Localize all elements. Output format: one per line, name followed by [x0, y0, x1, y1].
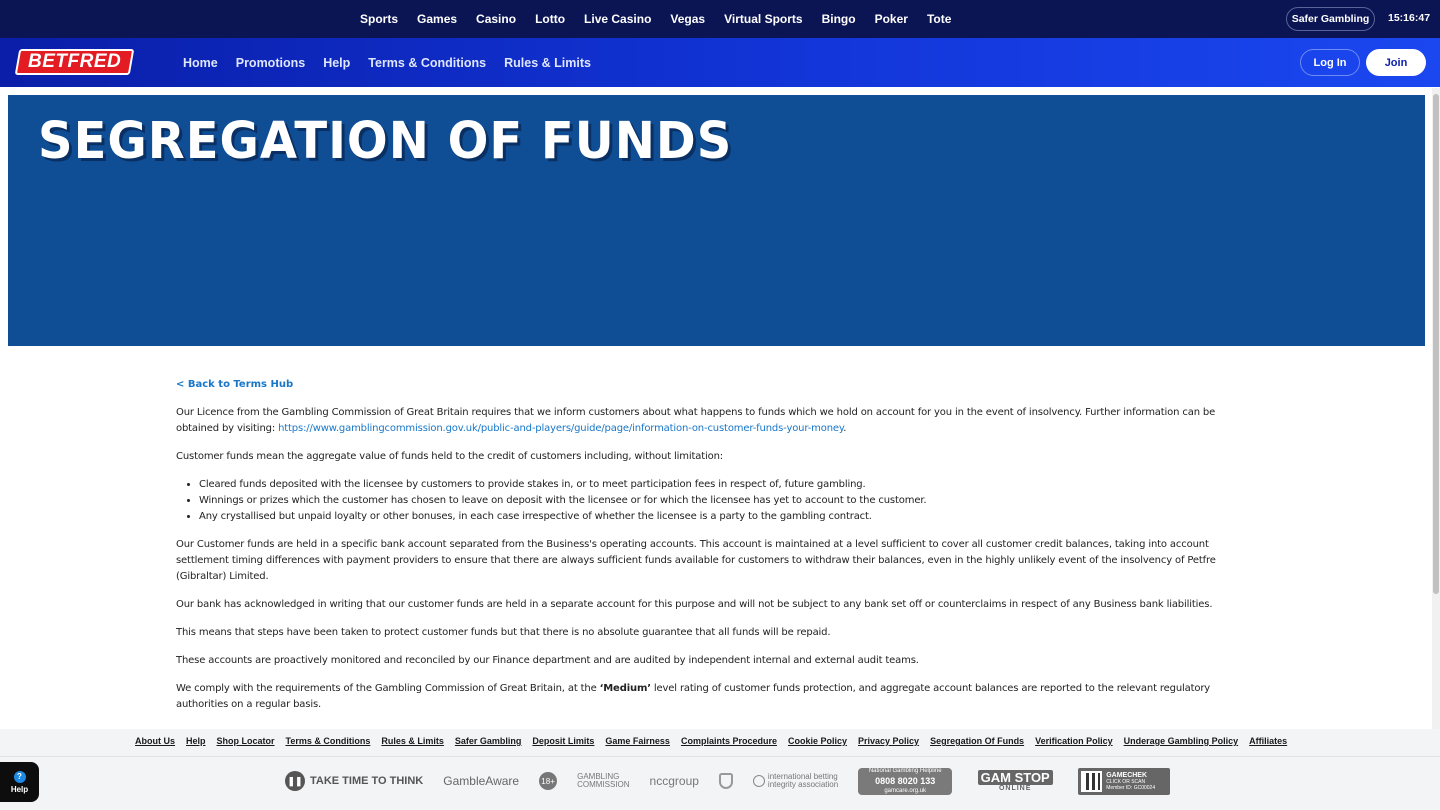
nav-help[interactable]: Help [323, 55, 351, 70]
footer-link-segregation-of-funds[interactable]: Segregation Of Funds [930, 736, 1025, 746]
gamecheck-sub: CLICK OR SCAN [1106, 778, 1146, 785]
list-item: • Any crystallised but unpaid loyalty or other bonuses, in each case irrespective of whether the licensee is a party to the gambling contract. [199, 509, 1246, 525]
topnav-item-vegas[interactable]: Vegas [670, 12, 706, 26]
nav-promotions[interactable]: Promotions [235, 55, 306, 70]
footer-link-privacy-policy[interactable]: Privacy Policy [858, 736, 920, 746]
ibia-badge[interactable] [753, 773, 838, 789]
clock: 15:16:47 [1388, 12, 1431, 24]
paragraph-customer-funds: Customer funds mean the aggregate value of funds held to the credit of customers including, without limitation: [176, 451, 723, 462]
compliance-text-end: level rating of customer funds protection, and aggregate account balances are reported to the relevant regulatory authorities on a regular basis. [176, 683, 1211, 710]
gamstop-sub: ONLINE [998, 785, 1032, 792]
helpline-title: National Gambling Helpline [868, 768, 942, 774]
gamecheck-id: Member ID: GC00024 [1106, 784, 1156, 791]
nav-rules-limits[interactable]: Rules & Limits [504, 55, 591, 70]
footer-link-shop-locator[interactable]: Shop Locator [216, 736, 275, 746]
topnav-item-sports[interactable]: Sports [360, 12, 399, 26]
footer-link-cookie-policy[interactable]: Cookie Policy [787, 736, 848, 746]
gamecheck-badge[interactable] [1078, 768, 1170, 795]
gambleaware-badge[interactable]: GambleAware [443, 774, 520, 788]
top-bar [0, 0, 1440, 38]
betfred-logo[interactable] [15, 49, 135, 75]
age-18-badge[interactable]: 18+ [539, 772, 557, 790]
safer-gambling-button[interactable]: Safer Gambling [1286, 7, 1375, 31]
nav-home[interactable]: Home [183, 55, 218, 70]
paragraph-audit: These accounts are proactively monitored and reconciled by our Finance department and are audited by independent internal and external audit teams. [176, 655, 919, 666]
main-content [176, 377, 1246, 725]
topnav-item-poker[interactable]: Poker [874, 12, 908, 26]
paragraph-licence-text: Our Licence from the Gambling Commission of Great Britain requires that we inform customers about what happens to funds which we hold on account for you in the event of insolvency. Further information can be obtained by visiting: [176, 407, 1216, 434]
main-nav [183, 38, 609, 87]
logo-text: BETFRED [27, 51, 122, 72]
footer-link-terms-conditions[interactable]: Terms & Conditions [285, 736, 371, 746]
scrollbar[interactable] [1432, 88, 1440, 810]
login-button[interactable]: Log In [1300, 49, 1360, 76]
question-icon: ? [14, 771, 26, 783]
gambling-commission-badge[interactable] [577, 773, 629, 789]
qr-code-icon [1081, 771, 1102, 792]
footer-link-underage-gambling-policy[interactable]: Underage Gambling Policy [1123, 736, 1239, 746]
gc-line1: GAMBLING [577, 772, 620, 781]
footer-link-game-fairness[interactable]: Game Fairness [605, 736, 670, 746]
topnav-item-tote[interactable]: Tote [926, 12, 952, 26]
nav-terms-conditions[interactable]: Terms & Conditions [368, 55, 487, 70]
responsible-gambling-badges [285, 767, 1190, 795]
gambling-commission-link[interactable]: https://www.gamblingcommission.gov.uk/public-and-players/guide/page/information-on-customer-funds-your-money [278, 423, 844, 434]
topnav-item-live-casino[interactable]: Live Casino [584, 12, 652, 26]
paragraph-licence [176, 405, 1246, 437]
helpline-number: 0808 8020 133 [875, 776, 936, 786]
ibia-line2: integrity association [767, 780, 839, 789]
nccgroup-badge[interactable]: nccgroup [649, 774, 699, 788]
help-widget-button[interactable] [0, 762, 39, 802]
topnav-item-casino[interactable]: Casino [476, 12, 517, 26]
footer-link-rules-limits[interactable]: Rules & Limits [381, 736, 444, 746]
footer-link-complaints-procedure[interactable]: Complaints Procedure [680, 736, 777, 746]
topnav-item-bingo[interactable]: Bingo [821, 12, 856, 26]
footer-link-help[interactable]: Help [186, 736, 206, 746]
compliance-rating: ‘Medium’ [599, 683, 651, 694]
paragraph-guarantee: This means that steps have been taken to protect customer funds but that there is no absolute guarantee that all funds will be repaid. [176, 627, 831, 638]
footer-link-safer-gambling[interactable]: Safer Gambling [454, 736, 522, 746]
helpline-site: gamcare.org.uk [884, 788, 927, 794]
footer-divider [0, 756, 1440, 757]
topnav-item-lotto[interactable]: Lotto [535, 12, 566, 26]
footer-link-verification-policy[interactable]: Verification Policy [1035, 736, 1113, 746]
paragraph-compliance [176, 681, 1246, 713]
hero-banner [8, 95, 1425, 346]
funds-list [199, 477, 1246, 525]
compliance-text-start: We comply with the requirements of the Gambling Commission of Great Britain, at the [176, 683, 600, 694]
footer-link-about-us[interactable]: About Us [135, 736, 175, 746]
back-to-terms-hub-link[interactable]: < Back to Terms Hub [176, 379, 294, 390]
scrollbar-thumb[interactable] [1433, 94, 1439, 594]
globe-icon [753, 775, 765, 787]
help-widget-label: Help [10, 784, 29, 794]
join-button[interactable]: Join [1366, 49, 1426, 76]
footer-link-deposit-limits[interactable]: Deposit Limits [532, 736, 595, 746]
list-item: • Cleared funds deposited with the licensee by customers to provide stakes in, or to meet participation fees in respect of, future gambling. [199, 477, 1246, 493]
topnav-item-virtual-sports[interactable]: Virtual Sports [724, 12, 803, 26]
paragraph-bank-acknowledged: Our bank has acknowledged in writing that our customer funds are held in a separate account for this purpose and will not be subject to any bank set off or counterclaims in respect of any Business bank liabilities. [176, 599, 1213, 610]
top-nav [360, 0, 970, 38]
page-title: SEGREGATION OF FUNDS [38, 111, 733, 171]
gambling-helpline-badge[interactable] [858, 768, 952, 795]
gamstop-label: GAM STOP [978, 770, 1053, 785]
pause-icon: ❚❚ [285, 771, 305, 791]
ibia-line1: international betting [767, 772, 838, 781]
take-time-to-think-badge[interactable] [285, 771, 423, 791]
paragraph-licence-end: . [843, 423, 847, 434]
gamecheck-title: GAMECHEK [1106, 771, 1148, 779]
topnav-item-games[interactable]: Games [417, 12, 458, 26]
footer [0, 729, 1440, 810]
footer-links [135, 736, 1298, 746]
gamstop-badge[interactable] [972, 768, 1058, 795]
crest-icon[interactable] [719, 773, 733, 789]
main-header [0, 38, 1440, 87]
gc-line2: COMMISSION [577, 780, 630, 789]
take-time-label: TAKE TIME TO THINK [310, 775, 424, 787]
list-item: • Winnings or prizes which the customer has chosen to leave on deposit with the licensee or for which the licensee has yet to account to the customer. [199, 493, 1246, 509]
paragraph-bank-account: Our Customer funds are held in a specific bank account separated from the Business's operating accounts. This account is maintained at a level sufficient to cover all customer credit balances, taking into account settlement timing differences with payment providers to ensure that there are always sufficient funds available for customers to withdraw their balances, even in the highly unlikely event of the insolvency of Petfre (Gibraltar) Limited. [176, 539, 1216, 582]
footer-link-affiliates[interactable]: Affiliates [1249, 736, 1288, 746]
